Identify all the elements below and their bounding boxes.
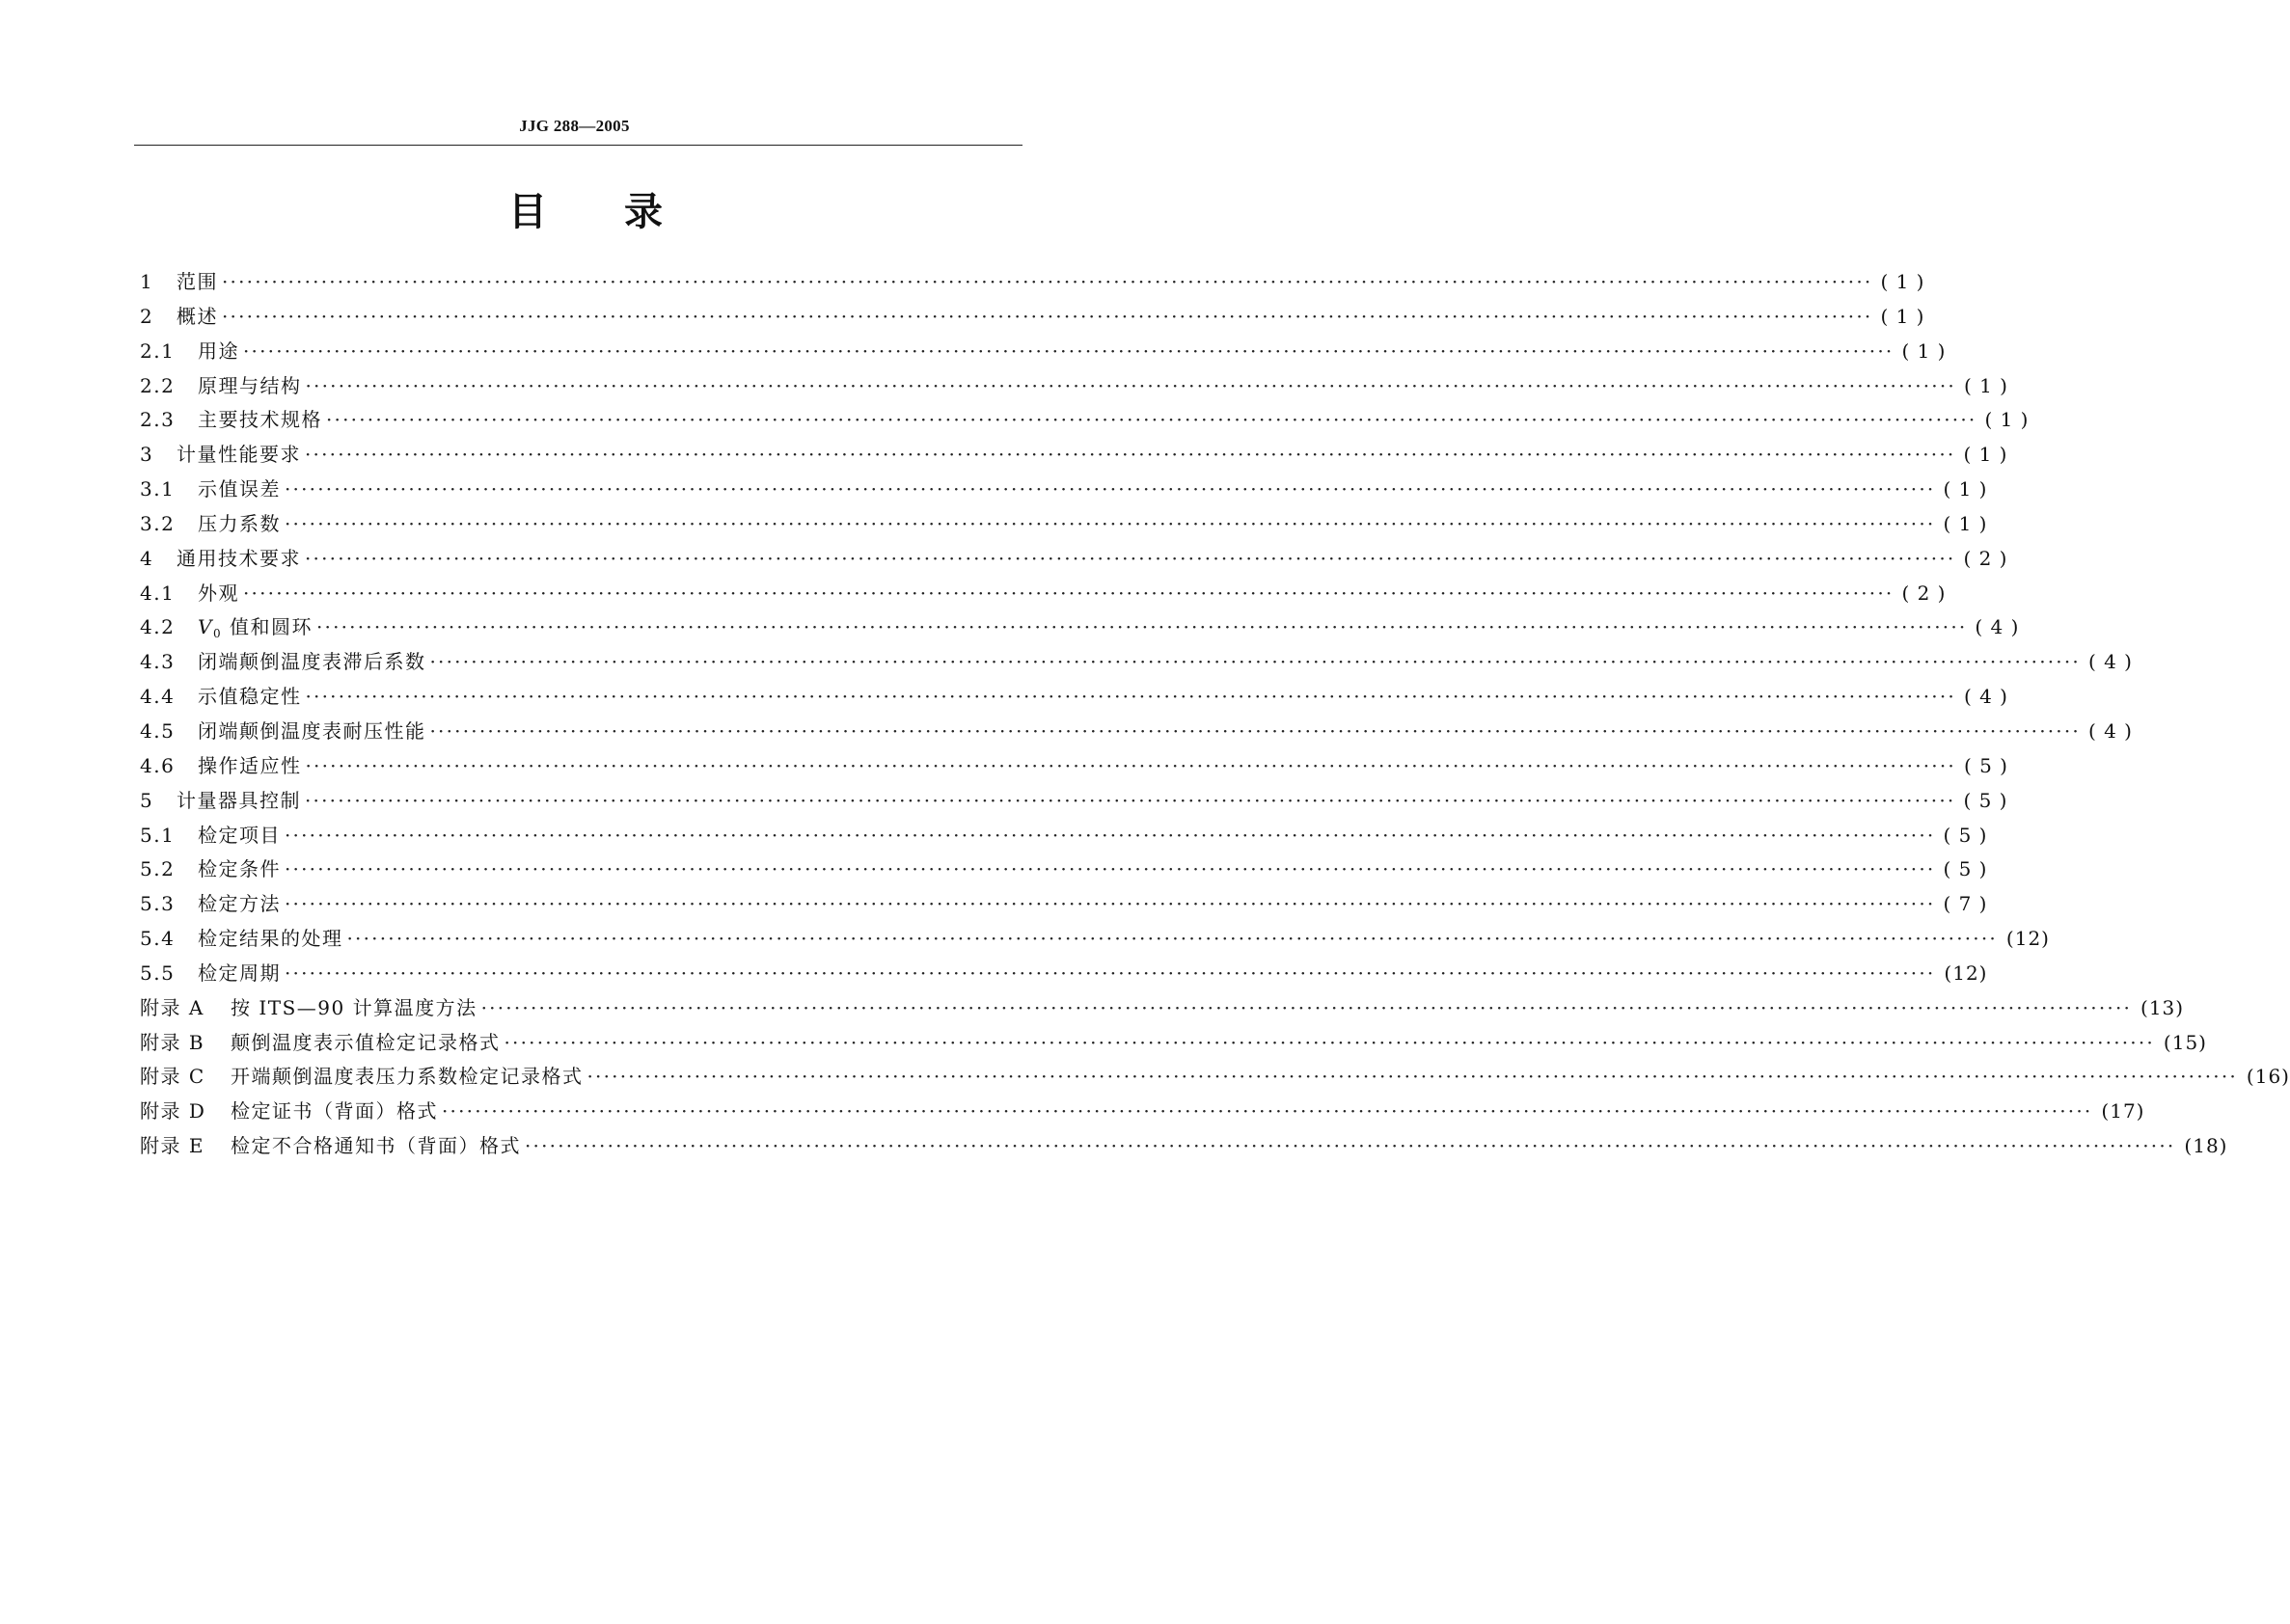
toc-entry-number: 附录 A [140,995,204,1019]
toc-entry-page: ( 1 ) [1963,373,2008,397]
toc-entry-4-1[interactable] [140,578,1947,612]
toc-dot-leader: ········································································································································································································ [346,927,1998,951]
toc-entry-number: 4.5 [140,718,176,743]
toc-entry-3[interactable] [140,439,2008,474]
toc-entry-number: 附录 B [140,1030,205,1054]
toc-entry-appendix-b[interactable] [140,1027,2207,1062]
toc-entry-number: 5 [140,788,154,812]
toc-entry-page: ( 1 ) [1984,408,2030,432]
toc-entry-label: 检定条件 [198,857,281,881]
toc-dot-leader: ········································································································································································································ [285,892,1936,916]
toc-entry-page: ( 2 ) [1901,581,1947,605]
toc-entry-label: 计量性能要求 [177,443,301,467]
toc-entry-page: ( 5 ) [1943,857,1988,881]
toc-entry-5-3[interactable] [140,888,1988,923]
toc-entry-2-2[interactable] [140,370,2008,405]
toc-entry-2[interactable] [140,301,1925,336]
toc-entry-appendix-e[interactable] [140,1130,2228,1165]
toc-entry-label: 闭端颠倒温度表耐压性能 [198,718,426,743]
toc-entry-page: (13) [2140,995,2185,1019]
toc-entry-4-2[interactable] [140,611,2020,646]
toc-dot-leader: ········································································································································································································ [285,511,1936,535]
header-divider [134,145,1022,146]
toc-entry-page: ( 1 ) [1943,477,1988,501]
toc-entry-label: 原理与结构 [198,373,302,397]
toc-entry-number: 4.6 [140,753,176,777]
toc-entry-label: 用途 [198,338,239,363]
toc-entry-label: 概述 [177,304,218,328]
toc-entry-page: (17) [2101,1099,2145,1123]
toc-dot-leader: ········································································································································································································ [243,581,1895,605]
toc-dot-leader: ········································································································································································································ [222,270,1873,293]
toc-entry-page: ( 1 ) [1943,511,1988,535]
toc-entry-label: 通用技术要求 [177,546,301,570]
toc-entry-5-5[interactable] [140,958,1988,992]
toc-entry-number: 附录 D [140,1099,206,1123]
toc-entry-number: 3.1 [140,477,176,501]
toc-dot-leader: ········································································································································································································ [586,1065,2238,1089]
toc-entry-2-1[interactable] [140,336,1947,370]
toc-entry-number: 3.2 [140,511,176,535]
toc-entry-number: 4.3 [140,650,176,674]
toc-dot-leader: ········································································································································································································ [504,1030,2155,1054]
toc-dot-leader: ········································································································································································································ [315,615,1968,639]
toc-entry-1[interactable] [140,266,1925,301]
toc-entry-page: ( 5 ) [1943,823,1988,847]
toc-entry-label: 闭端颠倒温度表滞后系数 [198,650,426,674]
toc-entry-page: (16) [2246,1065,2290,1089]
toc-entry-number: 5.1 [140,823,176,847]
toc-dot-leader: ········································································································································································································ [305,788,1956,812]
toc-entry-number: 2.1 [140,338,176,363]
toc-entry-label: 按 ITS—90 计算温度方法 [231,995,477,1019]
toc-entry-page: ( 1 ) [1901,338,1947,363]
toc-entry-label: 主要技术规格 [198,408,322,432]
toc-entry-label: 操作适应性 [198,753,302,777]
toc-entry-5-2[interactable] [140,853,1988,888]
toc-dot-leader: ········································································································································································································ [285,857,1936,881]
toc-dot-leader: ········································································································································································································ [285,823,1936,847]
toc-entry-number: 3 [140,443,154,467]
toc-entry-label: 检定不合格通知书（背面）格式 [231,1134,521,1158]
toc-dot-leader: ········································································································································································································ [305,753,1956,777]
toc-entry-label: 示值误差 [198,477,281,501]
toc-entry-page: ( 4 ) [1963,685,2008,709]
toc-entry-number: 附录 E [140,1134,204,1158]
toc-dot-leader: ········································································································································································································ [305,373,1956,397]
toc-entry-number: 1 [140,270,154,293]
toc-entry-label: 检定周期 [198,961,281,985]
standard-code: JJG 288—2005 [519,117,630,135]
toc-entry-number: 4 [140,546,154,570]
toc-entry-number: 5.2 [140,857,176,881]
toc-entry-page: ( 4 ) [2087,718,2133,743]
toc-entry-3-1[interactable] [140,474,1988,508]
toc-entry-label [198,611,313,640]
toc-entry-page: (15) [2163,1030,2207,1054]
toc-entry-label: 计量器具控制 [177,788,301,812]
toc-entry-number: 4.4 [140,685,176,709]
toc-dot-leader: ········································································································································································································ [285,477,1936,501]
page-title-char-1: 目 [508,190,547,234]
toc-dot-leader: ········································································································································································································ [305,546,1956,570]
toc-dot-leader: ········································································································································································································ [285,961,1936,985]
toc-entry-number: 4.2 [140,615,176,639]
toc-entry-5-4[interactable] [140,923,2050,958]
toc-entry-number: 5.5 [140,961,176,985]
toc-entry-label: 检定方法 [198,892,281,916]
toc-entry-label: 外观 [198,581,239,605]
toc-entry-label: 压力系数 [198,511,281,535]
toc-dot-leader: ········································································································································································································ [429,718,2081,743]
toc-entry-number: 5.4 [140,927,176,951]
page-title [508,189,663,235]
toc-entry-label: 检定项目 [198,823,281,847]
toc-entry-label: 颠倒温度表示值检定记录格式 [231,1030,501,1054]
v0-subscript: 0 [212,627,223,641]
toc-entry-appendix-c[interactable] [140,1061,2290,1096]
toc-entry-page: (18) [2184,1134,2228,1158]
toc-entry-5-1[interactable] [140,820,1988,854]
toc-entry-label-rest: 值和圆环 [222,615,313,639]
toc-entry-page: ( 5 ) [1963,753,2008,777]
v0-symbol: V [198,615,213,639]
toc-entry-label: 示值稳定性 [198,685,302,709]
toc-entry-page: ( 2 ) [1963,546,2008,570]
toc-dot-leader: ········································································································································································································ [480,995,2133,1019]
toc-entry-page: (12) [2005,927,2050,951]
toc-entry-number: 2.3 [140,408,176,432]
toc-entry-5[interactable] [140,785,2008,820]
toc-entry-number: 5.3 [140,892,176,916]
toc-entry-number: 2 [140,304,154,328]
toc-entry-number: 4.1 [140,581,176,605]
toc-entry-appendix-a[interactable] [140,992,2185,1027]
toc-entry-4-5[interactable] [140,716,2133,750]
toc-dot-leader: ········································································································································································································ [442,1099,2093,1123]
toc-dot-leader: ········································································································································································································ [429,650,2081,674]
toc-entry-label: 开端颠倒温度表压力系数检定记录格式 [231,1065,584,1089]
toc-entry-page: ( 4 ) [2087,650,2133,674]
toc-entry-label: 范围 [177,270,218,293]
toc-entry-4[interactable] [140,543,2008,578]
toc-entry-appendix-d[interactable] [140,1096,2145,1130]
toc-entry-number: 附录 C [140,1065,205,1089]
toc-entry-label: 检定结果的处理 [198,927,343,951]
toc-dot-leader: ········································································································································································································ [305,685,1956,709]
toc-dot-leader: ········································································································································································································ [525,1134,2176,1158]
toc-entry-page: ( 5 ) [1963,788,2008,812]
table-of-contents [140,266,2290,1165]
toc-entry-page: ( 1 ) [1963,443,2008,467]
page-title-char-2: 录 [624,190,663,234]
toc-entry-page: ( 7 ) [1943,892,1988,916]
toc-entry-page: ( 1 ) [1880,304,1925,328]
toc-entry-2-3[interactable] [140,404,2030,439]
toc-entry-number: 2.2 [140,373,176,397]
toc-dot-leader: ········································································································································································································ [243,338,1895,363]
toc-entry-label: 检定证书（背面）格式 [231,1099,438,1123]
toc-entry-4-4[interactable] [140,681,2008,716]
toc-dot-leader: ········································································································································································································ [326,408,1977,432]
toc-entry-4-3[interactable] [140,646,2133,681]
toc-entry-page: ( 1 ) [1880,270,1925,293]
toc-dot-leader: ········································································································································································································ [222,304,1873,328]
toc-entry-page: ( 4 ) [1975,615,2020,639]
toc-dot-leader: ········································································································································································································ [305,443,1956,467]
toc-entry-3-2[interactable] [140,508,1988,543]
toc-entry-4-6[interactable] [140,750,2008,785]
toc-entry-page: (12) [1944,961,1988,985]
